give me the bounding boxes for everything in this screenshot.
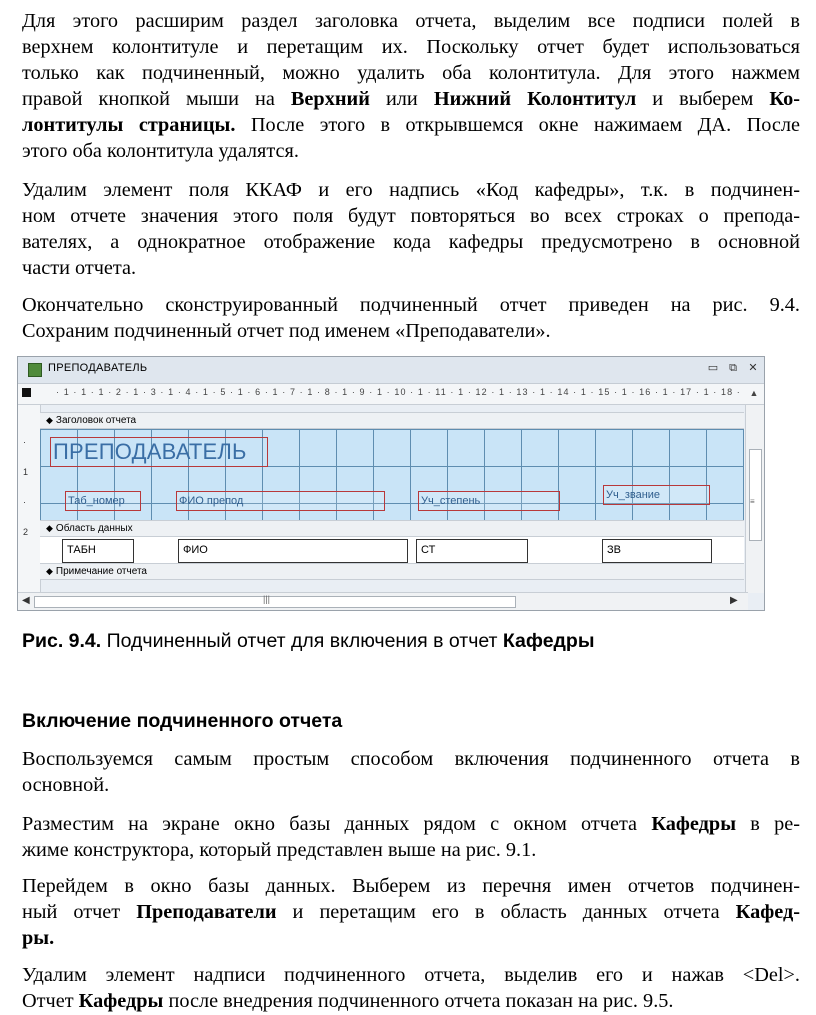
section-arrow-icon: ◆ [46,523,53,533]
scroll-left-icon[interactable]: ◀ [22,595,30,606]
scroll-up-icon[interactable]: ▲ [749,388,759,398]
paragraph-2 [22,177,800,281]
horizontal-scroll-thumb[interactable] [34,596,516,608]
section-label: Примечание отчета [55,566,147,577]
text-run: Удалим элемент надписи подчиненного отчета, выделив его и нажав <Del>. [22,964,800,986]
section-arrow-icon: ◆ [46,566,53,576]
bold-term: ры. [22,927,55,949]
text-run: Удалим элемент поля ККАФ и его надпись «Код кафедры», т.к. в подчинен- [22,179,800,201]
report-icon [28,363,42,377]
text-run: ный отчет [22,901,137,923]
figure-caption [22,630,594,653]
vertical-scrollbar[interactable] [745,405,764,593]
paragraph-5 [22,811,800,863]
text-run: Разместим на экране окно базы данных рядом с окном отчета [22,813,652,835]
grip-icon: ||| [263,594,271,604]
text-line [22,837,800,863]
text-line [22,112,800,138]
vruler-tick: 2 [23,527,29,537]
text-run: и перетащим его в область данных отчета [276,901,736,923]
text-run: Для этого расширим раздел заголовка отчета, выделим все подписи полей в [22,10,800,32]
section-heading: Включение подчиненного отчета [22,710,343,732]
text-run: Окончательно сконструированный подчиненный отчет приведен на рис. 9.4. [22,294,800,316]
restore-icon[interactable]: ⧉ [729,362,737,374]
text-line [22,34,800,60]
paragraph-6 [22,873,800,951]
field-fio[interactable]: ФИО [178,539,408,563]
text-run: Воспользуемся самым простым способом включения подчиненного отчета в [22,748,800,770]
text-line [22,746,800,772]
vruler-tick: · [23,497,26,507]
report-design-window [17,356,765,611]
bold-term: лонтитулы страницы. [22,114,236,136]
text-run: основной. [22,774,110,796]
bold-term: Ко- [769,88,800,110]
bold-term: Кафедры [78,990,164,1012]
section-report-footer[interactable] [40,563,744,580]
label-rank[interactable]: Уч_звание [603,485,710,505]
text-line [22,60,800,86]
text-run: только как подчиненный, можно удалить оба колонтитула. Для этого нажмем [22,62,800,84]
caption-bold: Кафедры [502,630,595,652]
text-run: и выберем [636,88,770,110]
text-run: Отчет [22,990,79,1012]
section-label: Заголовок отчета [55,415,137,426]
grip-icon: ≡ [750,497,755,506]
section-report-header[interactable] [40,412,744,429]
text-line [22,8,800,34]
text-line [22,899,800,925]
text-line [22,772,800,798]
text-run: верхнем колонтитуле и перетащим их. Поскольку отчет будет использоваться [22,36,800,58]
text-line [22,203,800,229]
text-run: После этого в открывшемся окне нажимаем ДА. После [235,114,800,136]
text-run: части отчета. [22,257,137,279]
field-st[interactable]: СТ [416,539,528,563]
bold-term: Кафед- [735,901,801,923]
label-degree[interactable]: Уч_степень [418,491,560,511]
text-line [22,925,800,951]
label-full-name[interactable]: ФИО препод [176,491,385,511]
paragraph-1 [22,8,800,164]
section-detail[interactable] [40,520,744,537]
vruler-tick: 1 [23,467,29,477]
text-run: этого оба колонтитула удалятся. [22,140,299,162]
label-tab-number[interactable]: Таб_номер [65,491,141,511]
field-zv[interactable]: ЗВ [602,539,712,563]
caption-number: Рис. 9.4. [22,630,102,652]
text-line [22,86,800,112]
text-line [22,811,800,837]
bold-term: Кафедры [651,813,737,835]
text-line [22,255,800,281]
text-run: жиме конструктора, который представлен выше на рис. 9.1. [22,839,537,861]
horizontal-ruler [18,384,764,405]
text-run: ном отчете значения этого поля будут повторяться во всех строках о препода- [22,205,800,227]
text-line [22,318,800,344]
text-run: после внедрения подчиненного отчета показан на рис. 9.5. [163,990,674,1012]
report-selector[interactable] [22,388,31,397]
title-label[interactable]: ПРЕПОДАВАТЕЛЬ [50,437,268,467]
section-arrow-icon: ◆ [46,415,53,425]
text-run: вателях, а однократное отображение кода кафедры предусмотрено в основной [22,231,800,253]
close-icon[interactable]: ✕ [748,362,758,374]
text-line [22,177,800,203]
text-line [22,138,800,164]
vertical-ruler [18,405,41,595]
minimize-icon[interactable]: ▭ [707,362,719,374]
bold-term: Преподаватели [136,901,277,923]
bold-term: Нижний Колонтитул [433,88,637,110]
ruler-marks: · 1 · 1 · 1 · 2 · 1 · 3 · 1 · 4 · 1 · 5 · 1 · 6 · 1 · 7 · 1 · 8 · 1 · 9 · 1 · 10 · 1 · 11 · 1 · 12 · 1 · 13 · 1 · 14 · 1 · 15 · 1 · 16 · 1 · 17 · 1 · 18 · [56,387,741,397]
paragraph-7 [22,962,800,1014]
vruler-tick: · [23,437,26,447]
text-run: Перейдем в окно базы данных. Выберем из перечня имен отчетов подчинен- [22,875,800,897]
window-title: ПРЕПОДАВАТЕЛЬ [48,362,148,374]
bold-term: Верхний [290,88,370,110]
paragraph-3 [22,292,800,344]
window-titlebar [18,357,764,384]
text-run: или [369,88,434,110]
horizontal-scrollbar[interactable] [18,592,748,610]
text-run: в ре- [736,813,800,835]
vertical-scroll-thumb[interactable] [749,449,762,541]
text-run: Сохраним подчиненный отчет под именем «Преподаватели». [22,320,551,342]
paragraph-4 [22,746,800,798]
text-line [22,988,800,1014]
text-line [22,292,800,318]
text-run: правой кнопкой мыши на [22,88,291,110]
scroll-right-icon[interactable]: ▶ [730,595,738,606]
text-line [22,873,800,899]
text-line [22,229,800,255]
text-line [22,962,800,988]
caption-text: Подчиненный отчет для включения в отчет [101,630,503,652]
field-tabn[interactable]: ТАБН [62,539,134,563]
section-label: Область данных [55,523,133,534]
